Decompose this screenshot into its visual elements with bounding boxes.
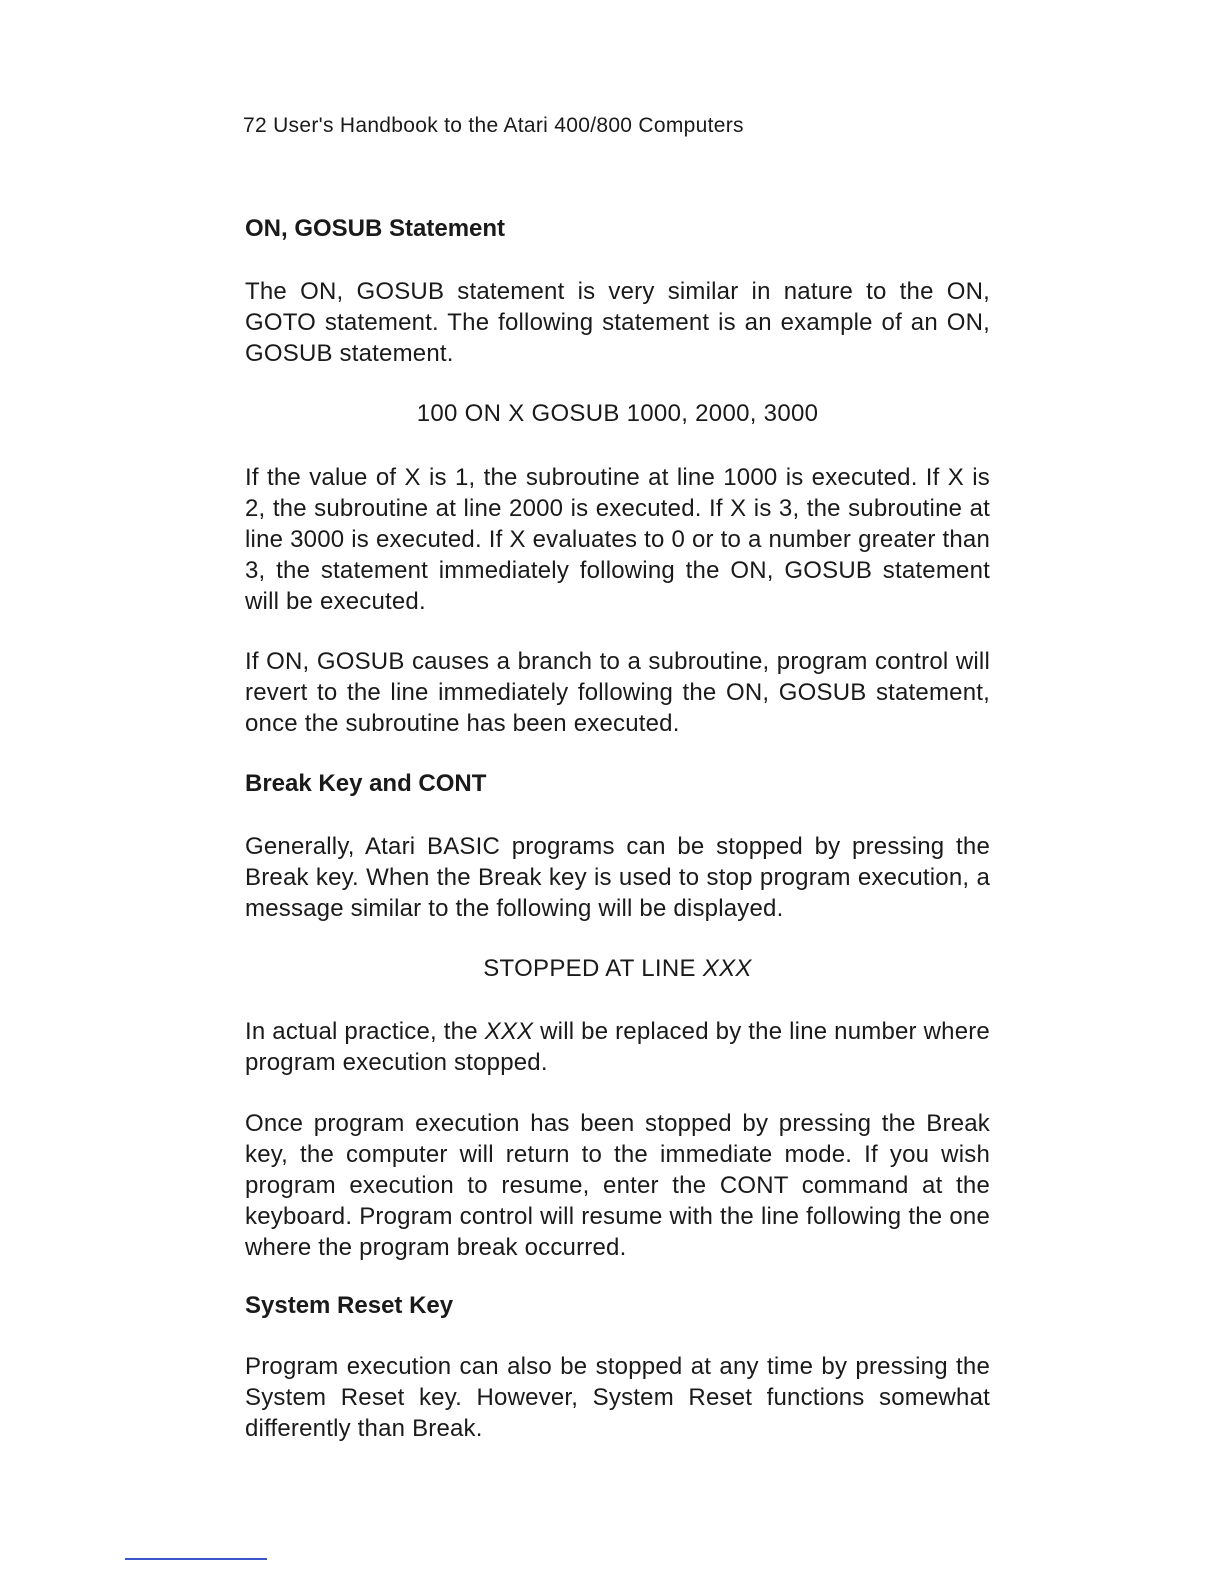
paragraph-on-gosub-values: If the value of X is 1, the subroutine at line 1000 is executed. If X is 2, the subroutine at line 2000 is executed. If X is 3, the subroutine at line 3000 is executed. If X evaluates to 0 or to a number greater than 3, the statement immediately following the ON, GOSUB statement will be executed. xyxy=(245,464,990,615)
code-on-gosub-example: 100 ON X GOSUB 1000, 2000, 3000 xyxy=(416,400,819,427)
code-stopped-placeholder: XXX xyxy=(702,955,752,982)
paragraph-break-key-practice xyxy=(245,1016,990,1078)
paragraph-on-gosub-return: If ON, GOSUB causes a branch to a subroutine, program control will revert to the line immediately following the ON, GOSUB statement, once the subroutine has been executed. xyxy=(245,648,990,737)
heading-on-gosub: ON, GOSUB Statement xyxy=(245,215,506,242)
book-page xyxy=(245,0,990,1584)
code-stopped-prefix: STOPPED AT LINE xyxy=(483,955,703,982)
practice-text-placeholder: XXX xyxy=(484,1018,534,1045)
paragraph-break-key-intro: Generally, Atari BASIC programs can be stopped by pressing the Break key. When the Break key is used to stop program execution, a message similar to the following will be displayed. xyxy=(245,833,990,922)
practice-text-before: In actual practice, the xyxy=(245,1018,485,1045)
running-head: 72 User's Handbook to the Atari 400/800 Computers xyxy=(243,114,744,137)
heading-break-key: Break Key and CONT xyxy=(245,770,487,797)
code-stopped-message xyxy=(245,955,990,983)
paragraph-system-reset: Program execution can also be stopped at any time by pressing the System Reset key. However, System Reset functions somewhat differently than Break. xyxy=(245,1353,990,1442)
paragraph-on-gosub-intro: The ON, GOSUB statement is very similar in nature to the ON, GOTO statement. The following statement is an example of an ON, GOSUB statement. xyxy=(245,278,990,367)
practice-text-after: will be replaced by the line number where program execution stopped. xyxy=(245,1018,990,1076)
footer-rule xyxy=(125,1558,267,1560)
paragraph-break-key-cont: Once program execution has been stopped by pressing the Break key, the computer will return to the immediate mode. If you wish program execution to resume, enter the CONT command at the keyboard. Program control will resume with the line following the one where the program break occurred. xyxy=(245,1110,990,1261)
heading-system-reset: System Reset Key xyxy=(245,1292,454,1319)
